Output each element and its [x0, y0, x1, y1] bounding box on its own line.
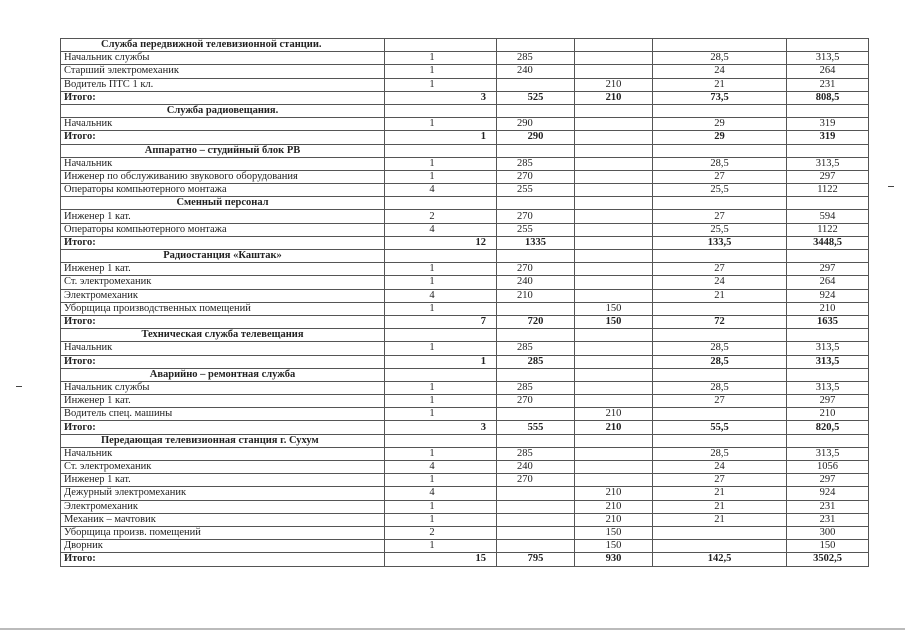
table-row: [61, 540, 869, 553]
section-header-row: [61, 329, 869, 342]
sum-cell: 924: [787, 289, 869, 302]
bonus-cell: 28,5: [653, 447, 787, 460]
empty-cell: [653, 434, 787, 447]
empty-cell: [497, 144, 575, 157]
bonus-cell: 25,5: [653, 223, 787, 236]
table-row: [61, 289, 869, 302]
count-cell: 1: [385, 408, 497, 421]
count-cell: 3: [385, 421, 497, 434]
allowance-cell: [575, 342, 653, 355]
sum-cell: 319: [787, 131, 869, 144]
bonus-cell: 28,5: [653, 342, 787, 355]
count-cell: 1: [385, 474, 497, 487]
position-cell: Операторы компьютерного монтажа: [61, 184, 385, 197]
table-row: [61, 118, 869, 131]
sum-cell: 319: [787, 118, 869, 131]
sum-cell: 297: [787, 395, 869, 408]
table-row: [61, 157, 869, 170]
empty-cell: [575, 329, 653, 342]
position-cell: Инженер 1 кат.: [61, 395, 385, 408]
position-cell: Водитель спец. машины: [61, 408, 385, 421]
table-row: [61, 474, 869, 487]
count-cell: 1: [385, 381, 497, 394]
sum-cell: 210: [787, 302, 869, 315]
bonus-cell: [653, 540, 787, 553]
empty-cell: [787, 104, 869, 117]
count-cell: 1: [385, 513, 497, 526]
empty-cell: [787, 197, 869, 210]
empty-cell: [497, 197, 575, 210]
bonus-cell: 27: [653, 210, 787, 223]
salary-cell: 525: [497, 91, 575, 104]
count-cell: 4: [385, 289, 497, 302]
section-header-row: [61, 197, 869, 210]
bonus-cell: 28,5: [653, 355, 787, 368]
table-row: [61, 408, 869, 421]
salary-cell: [497, 408, 575, 421]
table-row: [61, 342, 869, 355]
edge-mark: [16, 386, 22, 387]
section-header-row: [61, 104, 869, 117]
allowance-cell: [575, 289, 653, 302]
salary-cell: 285: [497, 381, 575, 394]
allowance-cell: [575, 355, 653, 368]
table-row: [61, 170, 869, 183]
position-cell: Начальник: [61, 342, 385, 355]
salary-cell: 285: [497, 447, 575, 460]
table-row: [61, 52, 869, 65]
allowance-cell: [575, 157, 653, 170]
bonus-cell: 21: [653, 487, 787, 500]
table-row: [61, 210, 869, 223]
section-header-row: [61, 434, 869, 447]
table-row: [61, 184, 869, 197]
sum-cell: 313,5: [787, 52, 869, 65]
position-cell: Начальник службы: [61, 52, 385, 65]
sum-cell: 924: [787, 487, 869, 500]
empty-cell: [653, 250, 787, 263]
count-cell: 1: [385, 302, 497, 315]
empty-cell: [385, 39, 497, 52]
empty-cell: [787, 329, 869, 342]
sum-cell: 231: [787, 513, 869, 526]
sum-cell: 808,5: [787, 91, 869, 104]
salary-cell: 285: [497, 52, 575, 65]
count-cell: 4: [385, 184, 497, 197]
table-row: [61, 513, 869, 526]
count-cell: 1: [385, 157, 497, 170]
allowance-cell: 210: [575, 500, 653, 513]
section-header-row: [61, 250, 869, 263]
empty-cell: [787, 250, 869, 263]
position-cell: Ст. электромеханик: [61, 276, 385, 289]
sum-cell: 297: [787, 474, 869, 487]
bonus-cell: [653, 526, 787, 539]
total-row: [61, 355, 869, 368]
section-title: Служба передвижной телевизионной станции.: [61, 39, 385, 52]
bonus-cell: 133,5: [653, 236, 787, 249]
section-title: Аппаратно – студийный блок РВ: [61, 144, 385, 157]
bonus-cell: 29: [653, 131, 787, 144]
salary-cell: 270: [497, 395, 575, 408]
bonus-cell: [653, 408, 787, 421]
allowance-cell: 210: [575, 487, 653, 500]
count-cell: 4: [385, 223, 497, 236]
position-cell: Итого:: [61, 131, 385, 144]
section-title: Техническая служба телевещания: [61, 329, 385, 342]
empty-cell: [497, 368, 575, 381]
count-cell: 1: [385, 131, 497, 144]
empty-cell: [575, 104, 653, 117]
bonus-cell: 24: [653, 461, 787, 474]
page-bottom-rule: [0, 628, 905, 630]
sum-cell: 300: [787, 526, 869, 539]
sum-cell: 231: [787, 500, 869, 513]
staff-table-sheet: [60, 38, 868, 567]
salary-cell: [497, 500, 575, 513]
sum-cell: 313,5: [787, 355, 869, 368]
salary-cell: 240: [497, 461, 575, 474]
bonus-cell: 21: [653, 513, 787, 526]
allowance-cell: [575, 223, 653, 236]
sum-cell: 313,5: [787, 447, 869, 460]
salary-cell: [497, 302, 575, 315]
sum-cell: 297: [787, 170, 869, 183]
empty-cell: [385, 329, 497, 342]
empty-cell: [497, 329, 575, 342]
allowance-cell: [575, 395, 653, 408]
position-cell: Начальник: [61, 447, 385, 460]
salary-cell: 210: [497, 289, 575, 302]
bonus-cell: 27: [653, 474, 787, 487]
bonus-cell: 28,5: [653, 157, 787, 170]
empty-cell: [385, 104, 497, 117]
table-row: [61, 276, 869, 289]
table-row: [61, 395, 869, 408]
count-cell: 1: [385, 500, 497, 513]
allowance-cell: [575, 276, 653, 289]
salary-cell: 270: [497, 263, 575, 276]
sum-cell: 594: [787, 210, 869, 223]
section-title: Аварийно – ремонтная служба: [61, 368, 385, 381]
count-cell: 4: [385, 461, 497, 474]
salary-cell: 1335: [497, 236, 575, 249]
total-row: [61, 236, 869, 249]
allowance-cell: [575, 52, 653, 65]
empty-cell: [653, 39, 787, 52]
count-cell: 1: [385, 78, 497, 91]
allowance-cell: [575, 236, 653, 249]
salary-cell: [497, 513, 575, 526]
allowance-cell: [575, 263, 653, 276]
table-row: [61, 223, 869, 236]
salary-cell: 255: [497, 184, 575, 197]
position-cell: Старший электромеханик: [61, 65, 385, 78]
bonus-cell: 28,5: [653, 381, 787, 394]
salary-cell: [497, 540, 575, 553]
table-row: [61, 487, 869, 500]
empty-cell: [385, 197, 497, 210]
allowance-cell: 150: [575, 315, 653, 328]
salary-cell: [497, 78, 575, 91]
count-cell: 1: [385, 263, 497, 276]
position-cell: Инженер 1 кат.: [61, 210, 385, 223]
position-cell: Начальник службы: [61, 381, 385, 394]
empty-cell: [575, 368, 653, 381]
salary-cell: 290: [497, 131, 575, 144]
salary-cell: 555: [497, 421, 575, 434]
position-cell: Итого:: [61, 315, 385, 328]
section-title: Служба радиовещания.: [61, 104, 385, 117]
empty-cell: [787, 368, 869, 381]
empty-cell: [653, 197, 787, 210]
total-row: [61, 553, 869, 566]
sum-cell: 297: [787, 263, 869, 276]
bonus-cell: 72: [653, 315, 787, 328]
position-cell: Ст. электромеханик: [61, 461, 385, 474]
salary-cell: [497, 526, 575, 539]
position-cell: Итого:: [61, 355, 385, 368]
sum-cell: 231: [787, 78, 869, 91]
salary-cell: 720: [497, 315, 575, 328]
total-row: [61, 421, 869, 434]
position-cell: Итого:: [61, 421, 385, 434]
bonus-cell: 28,5: [653, 52, 787, 65]
allowance-cell: [575, 381, 653, 394]
count-cell: 1: [385, 342, 497, 355]
count-cell: 1: [385, 447, 497, 460]
allowance-cell: 210: [575, 513, 653, 526]
empty-cell: [575, 434, 653, 447]
allowance-cell: [575, 210, 653, 223]
count-cell: 15: [385, 553, 497, 566]
sum-cell: 313,5: [787, 381, 869, 394]
count-cell: 3: [385, 91, 497, 104]
position-cell: Уборщица производственных помещений: [61, 302, 385, 315]
sum-cell: 313,5: [787, 157, 869, 170]
edge-mark: [888, 186, 894, 187]
allowance-cell: 210: [575, 91, 653, 104]
bonus-cell: 27: [653, 395, 787, 408]
salary-cell: 285: [497, 157, 575, 170]
count-cell: 1: [385, 65, 497, 78]
count-cell: 2: [385, 526, 497, 539]
empty-cell: [385, 434, 497, 447]
position-cell: Инженер по обслуживанию звукового оборудования: [61, 170, 385, 183]
table-row: [61, 381, 869, 394]
empty-cell: [575, 39, 653, 52]
table-row: [61, 447, 869, 460]
allowance-cell: 210: [575, 408, 653, 421]
count-cell: 1: [385, 540, 497, 553]
section-header-row: [61, 368, 869, 381]
sum-cell: 1122: [787, 184, 869, 197]
allowance-cell: [575, 184, 653, 197]
bonus-cell: 21: [653, 289, 787, 302]
position-cell: Механик – мачтовик: [61, 513, 385, 526]
salary-cell: 255: [497, 223, 575, 236]
sum-cell: 210: [787, 408, 869, 421]
empty-cell: [653, 329, 787, 342]
allowance-cell: [575, 447, 653, 460]
empty-cell: [575, 250, 653, 263]
position-cell: Операторы компьютерного монтажа: [61, 223, 385, 236]
salary-cell: 240: [497, 65, 575, 78]
allowance-cell: [575, 118, 653, 131]
sum-cell: 264: [787, 276, 869, 289]
position-cell: Итого:: [61, 236, 385, 249]
position-cell: Инженер 1 кат.: [61, 263, 385, 276]
count-cell: 2: [385, 210, 497, 223]
table-row: [61, 65, 869, 78]
sum-cell: 150: [787, 540, 869, 553]
count-cell: 1: [385, 118, 497, 131]
salary-cell: 290: [497, 118, 575, 131]
bonus-cell: 55,5: [653, 421, 787, 434]
position-cell: Электромеханик: [61, 289, 385, 302]
table-body: [61, 39, 869, 567]
salary-cell: 285: [497, 355, 575, 368]
total-row: [61, 315, 869, 328]
bonus-cell: 25,5: [653, 184, 787, 197]
sum-cell: 3448,5: [787, 236, 869, 249]
table-row: [61, 78, 869, 91]
empty-cell: [575, 144, 653, 157]
allowance-cell: 210: [575, 78, 653, 91]
position-cell: Итого:: [61, 553, 385, 566]
position-cell: Начальник: [61, 157, 385, 170]
allowance-cell: 210: [575, 421, 653, 434]
section-title: Радиостанция «Каштак»: [61, 250, 385, 263]
sum-cell: 1122: [787, 223, 869, 236]
empty-cell: [497, 434, 575, 447]
empty-cell: [787, 39, 869, 52]
allowance-cell: 930: [575, 553, 653, 566]
count-cell: 1: [385, 355, 497, 368]
allowance-cell: [575, 65, 653, 78]
empty-cell: [385, 368, 497, 381]
empty-cell: [497, 39, 575, 52]
bonus-cell: 29: [653, 118, 787, 131]
position-cell: Дворник: [61, 540, 385, 553]
position-cell: Водитель ПТС 1 кл.: [61, 78, 385, 91]
table-row: [61, 263, 869, 276]
sum-cell: 3502,5: [787, 553, 869, 566]
bonus-cell: 24: [653, 65, 787, 78]
table-row: [61, 526, 869, 539]
sum-cell: 1635: [787, 315, 869, 328]
allowance-cell: [575, 474, 653, 487]
sum-cell: 264: [787, 65, 869, 78]
empty-cell: [653, 104, 787, 117]
staff-salary-table: [60, 38, 869, 567]
empty-cell: [497, 250, 575, 263]
empty-cell: [385, 144, 497, 157]
allowance-cell: [575, 131, 653, 144]
allowance-cell: [575, 170, 653, 183]
position-cell: Начальник: [61, 118, 385, 131]
bonus-cell: 27: [653, 263, 787, 276]
bonus-cell: 142,5: [653, 553, 787, 566]
bonus-cell: 24: [653, 276, 787, 289]
count-cell: 1: [385, 395, 497, 408]
position-cell: Итого:: [61, 91, 385, 104]
total-row: [61, 91, 869, 104]
count-cell: 1: [385, 52, 497, 65]
count-cell: 1: [385, 276, 497, 289]
bonus-cell: 21: [653, 78, 787, 91]
salary-cell: 270: [497, 210, 575, 223]
position-cell: Уборщица произв. помещений: [61, 526, 385, 539]
bonus-cell: [653, 302, 787, 315]
salary-cell: 270: [497, 474, 575, 487]
salary-cell: [497, 487, 575, 500]
count-cell: 7: [385, 315, 497, 328]
salary-cell: 795: [497, 553, 575, 566]
section-title: Сменный персонал: [61, 197, 385, 210]
table-row: [61, 500, 869, 513]
bonus-cell: 27: [653, 170, 787, 183]
count-cell: 4: [385, 487, 497, 500]
allowance-cell: 150: [575, 302, 653, 315]
allowance-cell: [575, 461, 653, 474]
section-header-row: [61, 39, 869, 52]
position-cell: Электромеханик: [61, 500, 385, 513]
sum-cell: 1056: [787, 461, 869, 474]
position-cell: Дежурный электромеханик: [61, 487, 385, 500]
salary-cell: 285: [497, 342, 575, 355]
count-cell: 1: [385, 170, 497, 183]
bonus-cell: 21: [653, 500, 787, 513]
section-header-row: [61, 144, 869, 157]
allowance-cell: 150: [575, 526, 653, 539]
empty-cell: [575, 197, 653, 210]
position-cell: Инженер 1 кат.: [61, 474, 385, 487]
empty-cell: [653, 368, 787, 381]
empty-cell: [787, 144, 869, 157]
salary-cell: 240: [497, 276, 575, 289]
salary-cell: 270: [497, 170, 575, 183]
sum-cell: 313,5: [787, 342, 869, 355]
table-row: [61, 302, 869, 315]
total-row: [61, 131, 869, 144]
empty-cell: [385, 250, 497, 263]
sum-cell: 820,5: [787, 421, 869, 434]
section-title: Передающая телевизионная станция г. Сухум: [61, 434, 385, 447]
empty-cell: [787, 434, 869, 447]
bonus-cell: 73,5: [653, 91, 787, 104]
count-cell: 12: [385, 236, 497, 249]
empty-cell: [497, 104, 575, 117]
empty-cell: [653, 144, 787, 157]
allowance-cell: 150: [575, 540, 653, 553]
table-row: [61, 461, 869, 474]
